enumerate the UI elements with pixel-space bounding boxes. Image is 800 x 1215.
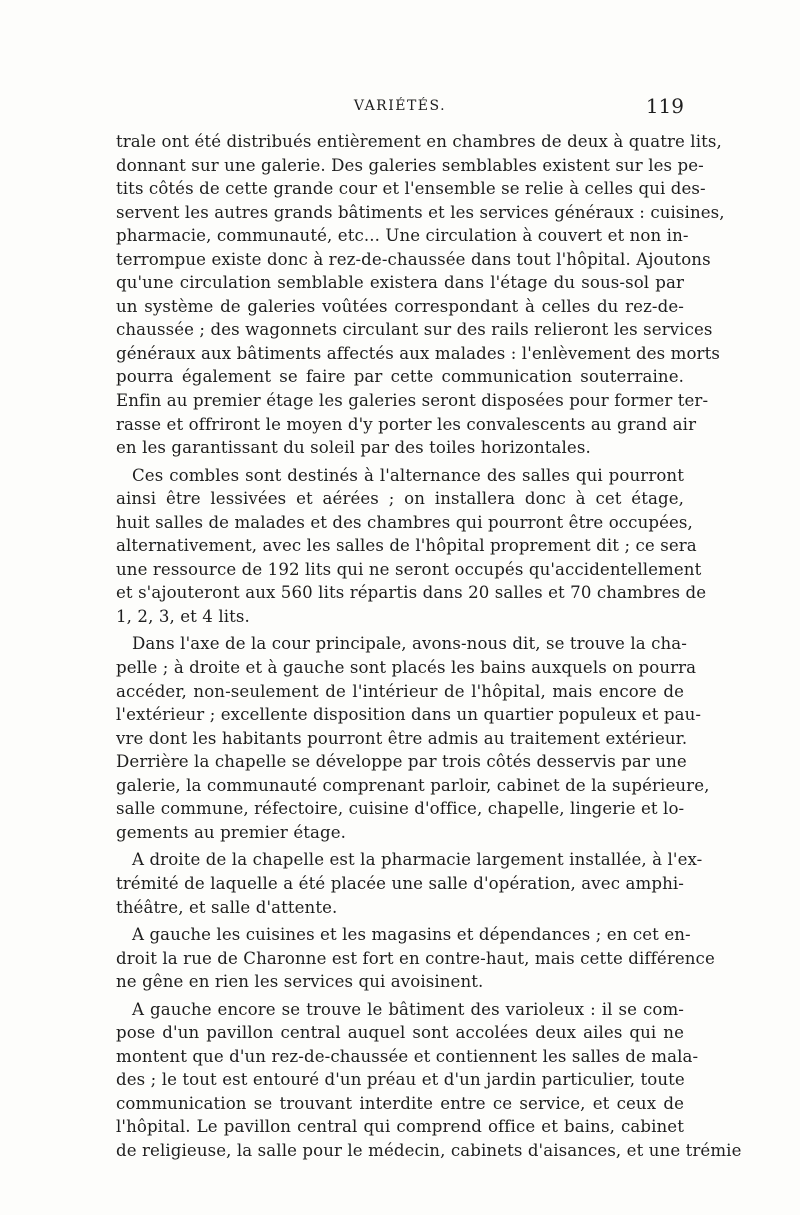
text-line: trémité de laquelle a été placée une salle d'opération, avec amphi- — [116, 873, 684, 893]
text-line: qu'une circulation semblable existera dans l'étage du sous-sol par — [116, 273, 684, 293]
text-line: donnant sur une galerie. Des galeries semblables existent sur les pe- — [116, 155, 704, 175]
paragraph — [116, 632, 710, 844]
text-line: droit la rue de Charonne est fort en contre-haut, mais cette différence — [116, 948, 715, 968]
text-line: pharmacie, communauté, etc... Une circulation à couvert et non in- — [116, 226, 689, 246]
body-text — [116, 130, 742, 1163]
paragraph — [116, 130, 725, 460]
text-line: pose d'un pavillon central auquel sont accolées deux ailes qui ne — [116, 1023, 684, 1043]
running-head: VARIÉTÉS. — [353, 98, 447, 114]
text-line: Ces combles sont destinés à l'alternance des salles qui pourront — [132, 465, 684, 485]
text-line: servent les autres grands bâtiments et les services généraux : cuisines, — [116, 202, 725, 222]
text-line: l'hôpital. Le pavillon central qui comprend office et bains, cabinet — [116, 1117, 684, 1137]
text-line: et s'ajouteront aux 560 lits répartis dans 20 salles et 70 chambres de — [116, 583, 707, 603]
text-line: de religieuse, la salle pour le médecin, cabinets d'aisances, et une trémie — [116, 1140, 742, 1160]
text-line: Dans l'axe de la cour principale, avons-nous dit, se trouve la cha- — [132, 634, 687, 654]
text-line: généraux aux bâtiments affectés aux malades : l'enlèvement des morts — [116, 343, 720, 363]
paragraph — [116, 464, 707, 629]
text-line: un système de galeries voûtées correspondant à celles du rez-de- — [116, 296, 684, 316]
text-line: ne gêne en rien les services qui avoisinent. — [116, 972, 484, 992]
text-line: montent que d'un rez-de-chaussée et contiennent les salles de mala- — [116, 1046, 699, 1066]
text-line: galerie, la communauté comprenant parloir, cabinet de la supérieure, — [116, 775, 710, 795]
text-line: A gauche encore se trouve le bâtiment des varioleux : il se com- — [132, 999, 684, 1019]
text-line: tits côtés de cette grande cour et l'ensemble se relie à celles qui des- — [116, 179, 706, 199]
text-line: des ; le tout est entouré d'un préau et d'un jardin particulier, toute — [116, 1070, 685, 1090]
text-line: huit salles de malades et des chambres qui pourront être occupées, — [116, 512, 693, 532]
paragraph — [116, 923, 715, 994]
paragraph — [116, 998, 742, 1163]
text-line: théâtre, et salle d'attente. — [116, 897, 338, 917]
text-line: vre dont les habitants pourront être admis au traitement extérieur. — [116, 728, 688, 748]
text-line: communication se trouvant interdite entre ce service, et ceux de — [116, 1093, 684, 1113]
text-line: Enfin au premier étage les galeries seront disposées pour former ter- — [116, 391, 709, 411]
text-line: pourra également se faire par cette communication souterraine. — [116, 367, 684, 387]
text-line: rasse et offriront le moyen d'y porter les convalescents au grand air — [116, 414, 697, 434]
text-line: pelle ; à droite et à gauche sont placés les bains auxquels on pourra — [116, 658, 697, 678]
text-line: salle commune, réfectoire, cuisine d'office, chapelle, lingerie et lo- — [116, 799, 685, 819]
page-number: 119 — [645, 94, 684, 118]
text-line: terrompue existe donc à rez-de-chaussée dans tout l'hôpital. Ajoutons — [116, 249, 711, 269]
text-line: une ressource de 192 lits qui ne seront occupés qu'accidentellement — [116, 559, 702, 579]
text-line: chaussée ; des wagonnets circulant sur des rails relieront les services — [116, 320, 713, 340]
page-header — [116, 94, 684, 124]
text-line: 1, 2, 3, et 4 lits. — [116, 606, 250, 626]
text-line: en les garantissant du soleil par des toiles horizontales. — [116, 438, 591, 458]
text-line: Derrière la chapelle se développe par trois côtés desservis par une — [116, 752, 687, 772]
text-line: l'extérieur ; excellente disposition dans un quartier populeux et pau- — [116, 705, 702, 725]
text-line: trale ont été distribués entièrement en chambres de deux à quatre lits, — [116, 132, 722, 151]
paragraph — [116, 848, 703, 919]
text-line: gements au premier étage. — [116, 822, 347, 842]
text-line: A droite de la chapelle est la pharmacie largement installée, à l'ex- — [132, 850, 703, 870]
text-line: ainsi être lessivées et aérées ; on installera donc à cet étage, — [116, 489, 684, 509]
text-line: accéder, non-seulement de l'intérieur de l'hôpital, mais encore de — [116, 681, 684, 701]
text-line: A gauche les cuisines et les magasins et dépendances ; en cet en- — [132, 925, 691, 945]
text-line: alternativement, avec les salles de l'hôpital proprement dit ; ce sera — [116, 536, 697, 556]
